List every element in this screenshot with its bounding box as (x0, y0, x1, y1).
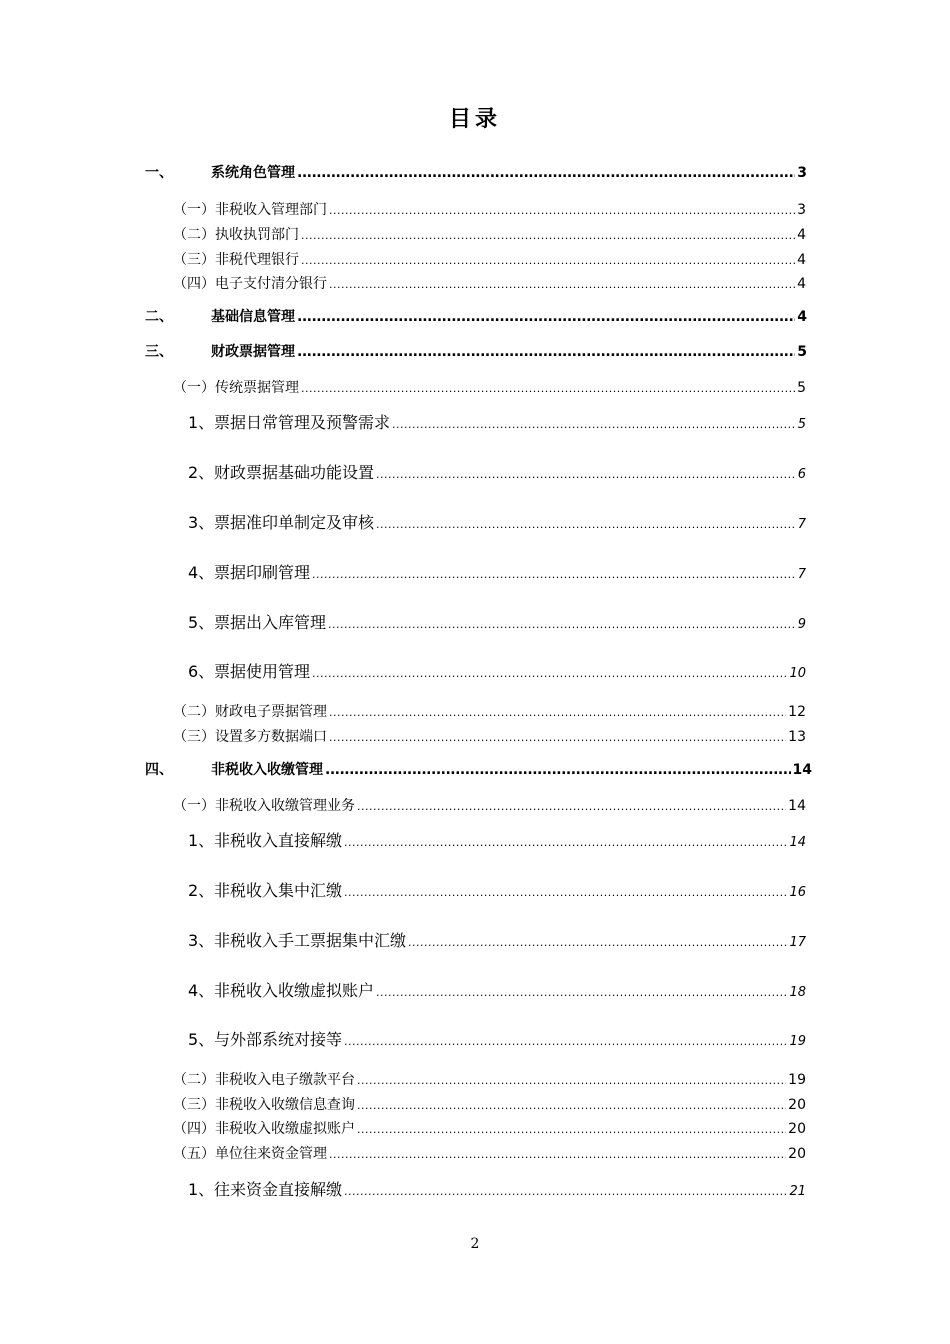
toc-entry[interactable] (188, 610, 806, 633)
toc-entry-page: 5 (797, 417, 806, 432)
toc-entry-page: 6 (797, 467, 806, 482)
toc-entry-page: 4 (797, 309, 807, 325)
toc-entry-page: 7 (797, 567, 806, 582)
toc-entry[interactable] (173, 273, 806, 293)
toc-leader (344, 886, 787, 899)
toc-entry-number: 1、 (188, 1180, 215, 1199)
toc-leader (312, 667, 787, 680)
toc-entry-page: 12 (788, 704, 806, 720)
toc-entry-text: 往来资金直接解缴 (214, 1180, 343, 1199)
toc-leader (301, 382, 795, 395)
toc-entry-number: 3、 (188, 931, 215, 950)
toc-entry[interactable] (188, 560, 806, 583)
toc-entry-number: （五） (173, 1146, 215, 1162)
page-number: 2 (470, 1236, 480, 1252)
toc-entry-page: 21 (789, 1184, 806, 1199)
toc-entry-page: 4 (797, 252, 806, 268)
toc-entry-page: 5 (797, 344, 807, 360)
toc-leader (357, 1123, 786, 1136)
toc-leader (329, 278, 795, 291)
toc-entry[interactable] (145, 162, 807, 182)
toc-entry-number: 5、 (188, 1030, 215, 1049)
toc-entry-number: （一） (173, 798, 215, 814)
toc-leader (357, 1074, 786, 1087)
toc-entry[interactable] (145, 341, 807, 361)
toc-entry-number: （二） (173, 1072, 215, 1088)
toc-entry-page: 14 (788, 798, 806, 814)
toc-entry-number: （二） (173, 704, 215, 720)
toc-entry-text: 非税收入管理部门 (215, 202, 327, 218)
toc-entry-page: 19 (789, 1034, 806, 1049)
toc-entry-text: 非税收入手工票据集中汇缴 (214, 931, 407, 950)
toc-entry-page: 5 (797, 380, 806, 396)
toc-entry-page: 20 (788, 1121, 806, 1137)
toc-entry-number: 3、 (188, 513, 215, 532)
toc-entry-text: 电子支付清分银行 (215, 276, 327, 292)
toc-leader (357, 1099, 786, 1112)
toc-entry-text: 非税收入直接解缴 (214, 831, 343, 850)
toc-entry-text: 非税收入集中汇缴 (214, 881, 343, 900)
toc-entry[interactable] (188, 878, 806, 901)
toc-entry-text: 系统角色管理 (211, 165, 295, 181)
toc-entry-text: 票据出入库管理 (214, 613, 327, 632)
toc-entry-number: （四） (173, 276, 215, 292)
page-title: 目录 (448, 107, 501, 132)
toc-entry-text: 非税收入收缴虚拟账户 (215, 1121, 355, 1137)
toc-entry[interactable] (173, 199, 806, 219)
toc-entry-number: 三、 (145, 344, 173, 360)
toc-entry-page: 14 (792, 762, 812, 778)
toc-entry[interactable] (188, 1177, 806, 1200)
toc-entry-number: 4、 (188, 563, 215, 582)
toc-entry-text: 单位往来资金管理 (215, 1146, 327, 1162)
toc-leader (376, 986, 787, 999)
toc-entry[interactable] (173, 701, 806, 721)
toc-entry-text: 票据印刷管理 (214, 563, 311, 582)
toc-entry[interactable] (173, 1069, 806, 1089)
toc-entry-number: （四） (173, 1121, 215, 1137)
toc-entry[interactable] (173, 224, 806, 244)
toc-entry-page: 18 (789, 985, 806, 1000)
toc-leader (329, 731, 786, 744)
toc-entry[interactable] (173, 249, 806, 269)
toc-leader (297, 165, 795, 181)
toc-entry-page: 20 (788, 1097, 806, 1113)
toc-entry[interactable] (173, 726, 806, 746)
toc-entry-number: 一、 (145, 165, 173, 181)
toc-entry-text: 基础信息管理 (211, 309, 295, 325)
toc-entry-text: 票据准印单制定及审核 (214, 513, 375, 532)
toc-entry-number: 1、 (188, 831, 215, 850)
toc-entry-page: 4 (797, 227, 806, 243)
toc-entry-text: 非税收入收缴管理 (211, 762, 323, 778)
toc-entry[interactable] (188, 410, 806, 433)
toc-leader (408, 936, 787, 949)
toc-entry[interactable] (188, 460, 806, 483)
toc-leader (344, 1185, 787, 1198)
toc-entry[interactable] (145, 306, 807, 326)
toc-entry-number: 四、 (145, 762, 173, 778)
toc-entry-text: 财政票据管理 (211, 344, 295, 360)
toc-entry-number: （二） (173, 227, 215, 243)
toc-entry-text: 财政票据基础功能设置 (214, 463, 375, 482)
toc-entry-text: 非税代理银行 (215, 252, 299, 268)
toc-entry-text: 票据日常管理及预警需求 (214, 413, 391, 432)
toc-entry-text: 与外部系统对接等 (214, 1030, 343, 1049)
toc-entry-number: 二、 (145, 309, 173, 325)
toc-entry-text: 财政电子票据管理 (215, 704, 327, 720)
toc-entry-number: （三） (173, 252, 215, 268)
toc-entry-text: 非税收入收缴管理业务 (215, 798, 355, 814)
toc-entry-page: 13 (788, 729, 806, 745)
toc-entry-number: （三） (173, 1097, 215, 1113)
toc-entry[interactable] (173, 377, 806, 397)
toc-entry[interactable] (173, 1118, 806, 1138)
toc-entry[interactable] (188, 510, 806, 533)
toc-entry-text: 传统票据管理 (215, 380, 299, 396)
toc-leader (392, 418, 796, 431)
toc-leader (328, 618, 796, 631)
toc-entry-number: （一） (173, 202, 215, 218)
toc-entry-page: 4 (797, 276, 806, 292)
toc-entry-number: （一） (173, 380, 215, 396)
toc-entry-text: 设置多方数据端口 (215, 729, 327, 745)
toc-entry[interactable] (173, 1094, 806, 1114)
toc-entry-page: 7 (797, 517, 806, 532)
toc-entry[interactable] (188, 1027, 806, 1050)
toc-leader (312, 568, 796, 581)
toc-leader (325, 762, 791, 778)
toc-entry[interactable] (145, 759, 812, 779)
toc-leader (301, 229, 795, 242)
toc-leader (376, 518, 796, 531)
toc-leader (329, 1148, 786, 1161)
toc-entry-page: 20 (788, 1146, 806, 1162)
toc-entry[interactable] (188, 978, 806, 1001)
toc-leader (376, 468, 796, 481)
toc-entry-number: 4、 (188, 981, 215, 1000)
toc-entry-page: 19 (788, 1072, 806, 1088)
toc-entry-number: 1、 (188, 413, 215, 432)
toc-entry-number: （三） (173, 729, 215, 745)
toc-entry-text: 票据使用管理 (214, 662, 311, 681)
toc-entry-text: 非税收入收缴虚拟账户 (214, 981, 375, 1000)
toc-entry-page: 16 (789, 885, 806, 900)
toc-entry-text: 非税收入电子缴款平台 (215, 1072, 355, 1088)
toc-leader (297, 344, 795, 360)
toc-leader (329, 706, 786, 719)
toc-entry[interactable] (188, 659, 806, 682)
toc-entry-page: 3 (797, 165, 807, 181)
toc-entry-page: 14 (789, 835, 806, 850)
toc-leader (344, 836, 787, 849)
toc-leader (357, 800, 786, 813)
toc-entry-page: 10 (789, 666, 806, 681)
toc-entry[interactable] (173, 1143, 806, 1163)
toc-entry[interactable] (173, 795, 806, 815)
toc-leader (329, 204, 795, 217)
toc-entry-text: 执收执罚部门 (215, 227, 299, 243)
toc-leader (301, 254, 795, 267)
toc-entry-number: 2、 (188, 463, 215, 482)
toc-entry[interactable] (188, 928, 806, 951)
toc-entry-text: 非税收入收缴信息查询 (215, 1097, 355, 1113)
toc-entry[interactable] (188, 828, 806, 851)
toc-entry-page: 9 (797, 617, 806, 632)
toc-entry-number: 5、 (188, 613, 215, 632)
toc-entry-number: 2、 (188, 881, 215, 900)
toc-leader (297, 309, 795, 325)
toc-leader (344, 1035, 787, 1048)
toc-entry-page: 3 (797, 202, 806, 218)
toc-entry-number: 6、 (188, 662, 215, 681)
toc-entry-page: 17 (789, 935, 806, 950)
